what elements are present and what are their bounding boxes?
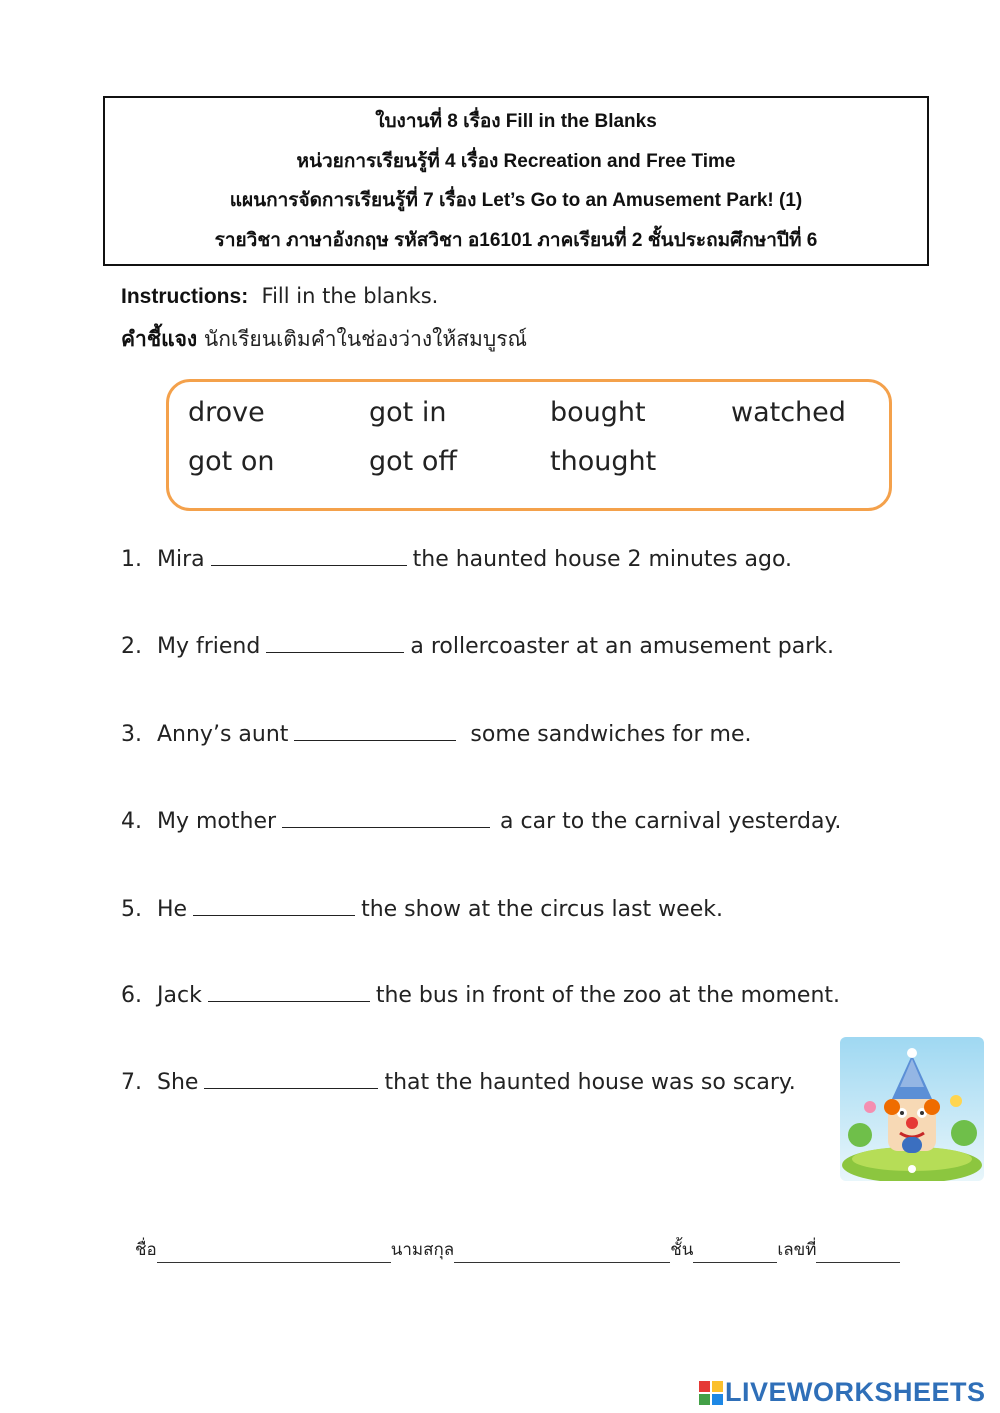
word-bank-item: watched (731, 397, 846, 428)
instructions-text: Fill in the blanks. (261, 284, 439, 308)
answer-blank[interactable] (208, 981, 370, 1002)
question-number: 6. (121, 983, 142, 1008)
clown-castle-icon (840, 1037, 984, 1181)
lesson-plan: แผนการจัดการเรียนรู้ที่ 7 เรื่อง Let’s Go to an Amusement Park! (1) (229, 190, 803, 211)
word-bank-item: bought (550, 397, 646, 428)
instructions-th (121, 323, 527, 356)
question-before: Mira (157, 547, 205, 572)
question-before: She (157, 1070, 199, 1095)
question-before: My friend (157, 634, 261, 659)
word-bank (166, 379, 892, 511)
question-before: He (157, 897, 188, 922)
answer-blank[interactable] (204, 1068, 378, 1089)
brand-name: LIVEWORKSHEETS (725, 1377, 986, 1407)
worksheet-title: ใบงานที่ 8 เรื่อง Fill in the Blanks (375, 111, 657, 132)
instructions-label: Instructions (121, 285, 242, 308)
answer-blank[interactable] (294, 720, 456, 741)
student-info (135, 1236, 900, 1263)
question-3 (121, 720, 751, 747)
question-number: 2. (121, 634, 142, 659)
surname-label: นามสกุล (390, 1240, 455, 1260)
question-4 (121, 807, 841, 834)
name-label: ชื่อ (135, 1240, 157, 1260)
question-after: some sandwiches for me. (470, 722, 752, 747)
answer-blank[interactable] (193, 895, 355, 916)
answer-blank[interactable] (211, 545, 407, 566)
word-bank-item: got in (369, 397, 447, 428)
question-5 (121, 895, 723, 922)
question-after: the haunted house 2 minutes ago. (412, 547, 793, 572)
question-after: the bus in front of the zoo at the moment. (375, 983, 841, 1008)
question-number: 1. (121, 547, 142, 572)
word-bank-item: drove (188, 397, 265, 428)
answer-blank[interactable] (282, 807, 490, 828)
question-after: the show at the circus last week. (361, 897, 723, 922)
liveworksheets-logo-icon (699, 1381, 723, 1405)
class-label: ชั้น (670, 1240, 694, 1260)
question-7 (121, 1068, 796, 1095)
question-number: 3. (121, 722, 142, 747)
word-bank-item: got on (188, 446, 275, 477)
instructions-thai-label: คำชี้แจง (121, 328, 198, 351)
question-after: a car to the carnival yesterday. (500, 809, 842, 834)
class-field[interactable] (693, 1244, 777, 1263)
question-number: 5. (121, 897, 142, 922)
course-info: รายวิชา ภาษาอังกฤษ รหัสวิชา อ16101 ภาคเรียนที่ 2 ชั้นประถมศึกษาปีที่ 6 (214, 229, 818, 251)
answer-blank[interactable] (266, 632, 404, 653)
number-field[interactable] (816, 1244, 900, 1263)
learning-unit: หน่วยการเรียนรู้ที่ 4 เรื่อง Recreation and Free Time (296, 150, 736, 172)
number-label: เลขที่ (777, 1240, 817, 1260)
question-before: Jack (157, 983, 202, 1008)
question-number: 7. (121, 1070, 142, 1095)
question-before: Anny’s aunt (157, 722, 289, 747)
word-bank-item: thought (550, 446, 657, 477)
instructions-thai-text: นักเรียนเติมคำในช่องว่างให้สมบูรณ์ (203, 327, 527, 351)
instructions-en: Instructions: Fill in the blanks. (121, 284, 439, 308)
question-2 (121, 632, 834, 659)
liveworksheets-logo (699, 1377, 986, 1408)
question-number: 4. (121, 809, 142, 834)
question-after: a rollercoaster at an amusement park. (410, 634, 834, 659)
word-bank-item: got off (369, 446, 457, 477)
worksheet-header (103, 96, 929, 266)
question-after: that the haunted house was so scary. (384, 1070, 796, 1095)
question-1 (121, 545, 792, 572)
question-before: My mother (157, 809, 277, 834)
surname-field[interactable] (454, 1244, 670, 1263)
name-field[interactable] (157, 1244, 391, 1263)
question-6 (121, 981, 840, 1008)
